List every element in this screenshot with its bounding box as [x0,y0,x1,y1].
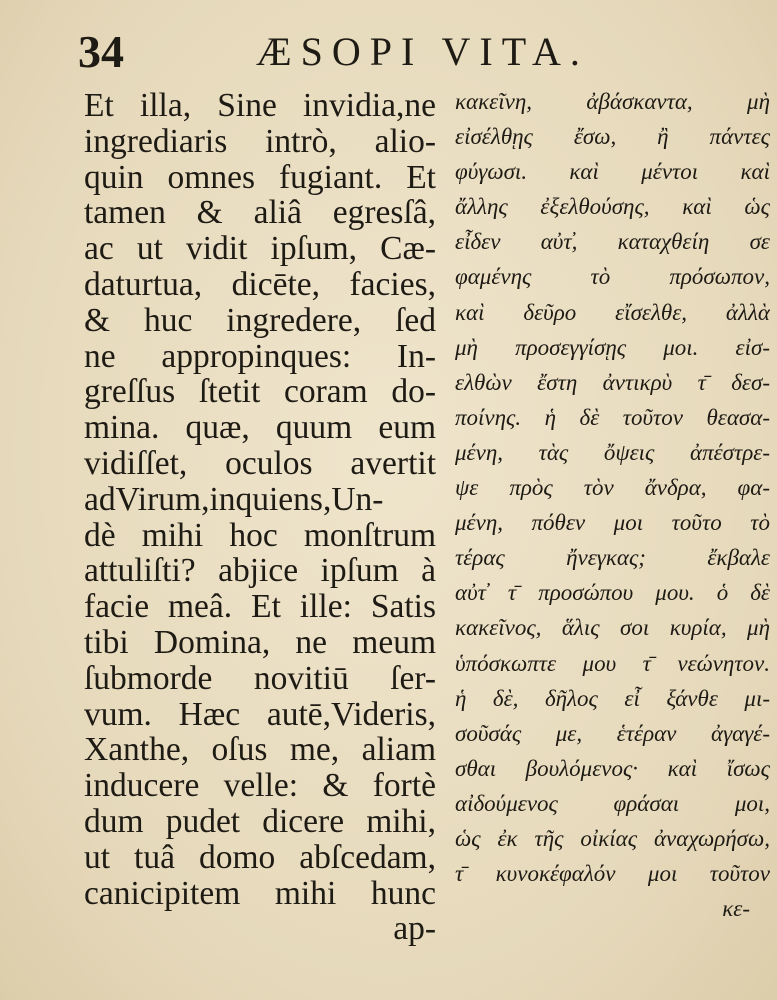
greek-line: μένη, πόθεν μοι τοῦτο τὸ [455,510,770,536]
greek-line: σθαι βουλόμενος· καὶ ἴσως [455,755,770,781]
greek-line: καὶ δεῦρο εἴσελθε, ἀλλὰ [455,299,770,325]
latin-line: quin omnes fugiant. Et [84,159,436,196]
greek-line: κακεῖνη, ἀβάσκαντα, μὴ [455,89,770,114]
latin-line: ne appropinques: In- [84,338,436,375]
latin-line: tibi Domina, ne meum [84,624,436,661]
latin-line: daturtua, dicēte, facies, [84,266,436,303]
latin-line: greſſus ſtetit coram do- [84,374,436,411]
greek-line: ἡ δὲ, δῆλος εἶ ξάνθε μι- [455,685,770,711]
greek-line: εἶδεν αὐτ̓, καταχθείη σε [455,229,770,255]
greek-line: ελθὼν ἔστη ἀντικρὺ τ̄ δεσ- [455,369,770,395]
greek-line: τ̄ κυνοκέφαλόν μοι τοῦτον [455,861,770,887]
latin-line: facie meâ. Et ille: Satis [84,589,436,625]
greek-line: μὴ προσεγγίσῃς μοι. εἰσ- [455,334,770,360]
page-number: 34 [78,26,124,77]
latin-line: ingrediaris intrò, alio- [84,123,436,160]
latin-line: mina. quæ, quum eum [84,410,436,446]
latin-line: ac ut vidit ipſum, Cæ- [84,231,436,267]
latin-line: adVirum,inquiens,Un- [84,481,384,518]
latin-line: vidiſſet, oculos avertit [84,445,436,482]
latin-text-column [84,88,436,947]
greek-line: ὑπόσκωπτε μου τ̄ νεώνητον. [455,650,770,676]
greek-line: ἄλλης ἐξελθούσης, καὶ ὡς [455,194,770,220]
latin-line: tamen & aliâ egresſâ, [84,195,436,232]
greek-text-column [455,84,770,926]
latin-line: dè mihi hoc monſtrum [84,517,436,554]
latin-line: ap- [393,911,436,948]
page-header [78,22,777,82]
latin-line: & huc ingredere, ſed [84,302,436,339]
greek-line: αὐτ̓ τ̄ προσώπου μου. ὁ δὲ [455,580,770,606]
greek-line: ψε πρὸς τὸν ἄνδρα, φα- [455,475,770,501]
latin-line: inducere velle: & fortè [84,768,436,804]
latin-line: vum. Hæc autē,Videris, [84,696,436,733]
greek-line: κε- [722,896,750,922]
greek-line: σοῦσάς με, ἑτέραν ἀγαγέ- [455,720,770,746]
greek-line: αἰδούμενος φράσαι μοι, [455,790,770,816]
latin-line: ſubmorde novitiū ſer- [84,660,436,697]
running-title: ÆSOPI VITA. [256,29,589,74]
latin-line: dum pudet dicere mihi, [84,803,436,840]
greek-line: φαμένης τὸ πρόσωπον, [455,264,770,290]
latin-line: Et illa, Sine invidia,ne [84,88,436,124]
greek-line: φύγωσι. καὶ μέντοι καὶ [455,159,770,185]
greek-line: ποίνης. ἡ δὲ τοῦτον θεασα- [455,404,770,430]
greek-line: κακεῖνος, ἅλις σοι κυρία, μὴ [455,615,770,641]
greek-line: τέρας ἤνεγκας; ἔκβαλε [455,545,770,571]
greek-line: ὡς ἐκ τῆς οἰκίας ἀναχωρήσω, [455,825,770,851]
latin-line: ut tuâ domo abſcedam, [84,839,436,876]
latin-line: attuliſti? abjice ipſum à [84,553,436,590]
latin-line: canicipitem mihi hunc [84,875,436,912]
greek-line: μένη, τὰς ὄψεις ἀπέστρε- [455,439,770,465]
greek-line: εἰσέλθῃς ἔσω, ἢ πάντες [455,124,770,150]
latin-line: Xanthe, oſus me, aliam [84,732,436,769]
